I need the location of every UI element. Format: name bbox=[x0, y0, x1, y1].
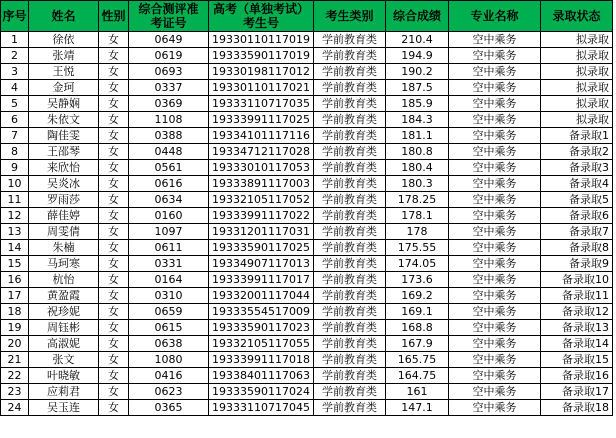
cell-name[interactable]: 王悦 bbox=[29, 64, 99, 80]
table-row bbox=[1, 96, 613, 112]
cell-status[interactable]: 备录取4 bbox=[541, 176, 613, 192]
cell-name[interactable]: 徐依 bbox=[29, 32, 99, 48]
table-row bbox=[1, 304, 613, 320]
cell-name[interactable]: 来欣怡 bbox=[29, 160, 99, 176]
cell-score[interactable]: 167.9 bbox=[386, 336, 449, 352]
cell-category[interactable]: 学前教育类 bbox=[314, 96, 386, 112]
cell-eval-no[interactable]: 0310 bbox=[129, 288, 209, 304]
cell-seq[interactable]: 4 bbox=[1, 80, 29, 96]
cell-seq[interactable]: 18 bbox=[1, 304, 29, 320]
cell-eval-no[interactable]: 0693 bbox=[129, 64, 209, 80]
cell-name[interactable]: 王邵琴 bbox=[29, 144, 99, 160]
cell-eval-no[interactable]: 0616 bbox=[129, 176, 209, 192]
cell-eval-no[interactable]: 1080 bbox=[129, 352, 209, 368]
cell-exam-no[interactable]: 19333590117024 bbox=[209, 384, 314, 400]
cell-seq[interactable]: 6 bbox=[1, 112, 29, 128]
cell-status[interactable]: 备录取6 bbox=[541, 208, 613, 224]
cell-eval-no[interactable]: 0164 bbox=[129, 272, 209, 288]
cell-gender[interactable]: 女 bbox=[99, 400, 129, 416]
cell-score[interactable]: 178.1 bbox=[386, 208, 449, 224]
cell-eval-no[interactable]: 0160 bbox=[129, 208, 209, 224]
cell-exam-no[interactable]: 19331201117031 bbox=[209, 224, 314, 240]
cell-score[interactable]: 168.8 bbox=[386, 320, 449, 336]
cell-name[interactable]: 叶晓敏 bbox=[29, 368, 99, 384]
cell-gender[interactable]: 女 bbox=[99, 288, 129, 304]
cell-status[interactable]: 备录取5 bbox=[541, 192, 613, 208]
header-status: 录取状态 bbox=[541, 1, 613, 32]
cell-score[interactable]: 173.6 bbox=[386, 272, 449, 288]
table-row bbox=[1, 224, 613, 240]
cell-status[interactable]: 备录取13 bbox=[541, 320, 613, 336]
cell-major[interactable]: 空中乘务 bbox=[449, 192, 541, 208]
cell-eval-no[interactable]: 0331 bbox=[129, 256, 209, 272]
cell-exam-no[interactable]: 19333554517009 bbox=[209, 304, 314, 320]
cell-major[interactable]: 空中乘务 bbox=[449, 48, 541, 64]
cell-eval-no[interactable]: 0416 bbox=[129, 368, 209, 384]
cell-category[interactable]: 学前教育类 bbox=[314, 208, 386, 224]
cell-exam-no[interactable]: 19332001117044 bbox=[209, 288, 314, 304]
cell-major[interactable]: 空中乘务 bbox=[449, 272, 541, 288]
cell-seq[interactable]: 13 bbox=[1, 224, 29, 240]
cell-exam-no[interactable]: 19330110117021 bbox=[209, 80, 314, 96]
cell-category[interactable]: 学前教育类 bbox=[314, 48, 386, 64]
cell-seq[interactable]: 16 bbox=[1, 272, 29, 288]
cell-major[interactable]: 空中乘务 bbox=[449, 80, 541, 96]
cell-score[interactable]: 210.4 bbox=[386, 32, 449, 48]
cell-name[interactable]: 周雯倩 bbox=[29, 224, 99, 240]
table-row bbox=[1, 80, 613, 96]
cell-major[interactable]: 空中乘务 bbox=[449, 304, 541, 320]
cell-exam-no[interactable]: 19333991117025 bbox=[209, 112, 314, 128]
cell-status[interactable]: 拟录取 bbox=[541, 96, 613, 112]
header-exam-no-line2: 考生号 bbox=[242, 16, 279, 30]
cell-status[interactable]: 备录取10 bbox=[541, 272, 613, 288]
cell-seq[interactable]: 3 bbox=[1, 64, 29, 80]
cell-category[interactable]: 学前教育类 bbox=[314, 320, 386, 336]
cell-score[interactable]: 181.1 bbox=[386, 128, 449, 144]
cell-score[interactable]: 164.75 bbox=[386, 368, 449, 384]
cell-score[interactable]: 180.3 bbox=[386, 176, 449, 192]
cell-exam-no[interactable]: 19333110717035 bbox=[209, 96, 314, 112]
header-exam-no bbox=[209, 1, 314, 32]
cell-name[interactable]: 朱依文 bbox=[29, 112, 99, 128]
cell-category[interactable]: 学前教育类 bbox=[314, 64, 386, 80]
table-row bbox=[1, 64, 613, 80]
header-score: 综合成绩 bbox=[386, 1, 449, 32]
cell-major[interactable]: 空中乘务 bbox=[449, 224, 541, 240]
cell-seq[interactable]: 15 bbox=[1, 256, 29, 272]
cell-name[interactable]: 周钰彬 bbox=[29, 320, 99, 336]
cell-category[interactable]: 学前教育类 bbox=[314, 80, 386, 96]
cell-status[interactable]: 备录取18 bbox=[541, 400, 613, 416]
cell-major[interactable]: 空中乘务 bbox=[449, 144, 541, 160]
table-row bbox=[1, 320, 613, 336]
cell-gender[interactable]: 女 bbox=[99, 128, 129, 144]
cell-seq[interactable]: 7 bbox=[1, 128, 29, 144]
header-eval-no-line1: 综合测评准 bbox=[138, 2, 199, 16]
table-row bbox=[1, 384, 613, 400]
cell-eval-no[interactable]: 1097 bbox=[129, 224, 209, 240]
cell-exam-no[interactable]: 19333590117019 bbox=[209, 48, 314, 64]
cell-score[interactable]: 147.1 bbox=[386, 400, 449, 416]
cell-category[interactable]: 学前教育类 bbox=[314, 192, 386, 208]
cell-gender[interactable]: 女 bbox=[99, 64, 129, 80]
cell-gender[interactable]: 女 bbox=[99, 320, 129, 336]
cell-seq[interactable]: 14 bbox=[1, 240, 29, 256]
cell-name[interactable]: 张文 bbox=[29, 352, 99, 368]
table-row bbox=[1, 352, 613, 368]
cell-seq[interactable]: 2 bbox=[1, 48, 29, 64]
table-row bbox=[1, 192, 613, 208]
cell-exam-no[interactable]: 19338401117063 bbox=[209, 368, 314, 384]
cell-seq[interactable]: 20 bbox=[1, 336, 29, 352]
cell-status[interactable]: 备录取15 bbox=[541, 352, 613, 368]
cell-exam-no[interactable]: 19333891117003 bbox=[209, 176, 314, 192]
cell-seq[interactable]: 19 bbox=[1, 320, 29, 336]
cell-gender[interactable]: 女 bbox=[99, 336, 129, 352]
cell-status[interactable]: 备录取11 bbox=[541, 288, 613, 304]
table-row bbox=[1, 128, 613, 144]
cell-gender[interactable]: 女 bbox=[99, 368, 129, 384]
cell-score[interactable]: 190.2 bbox=[386, 64, 449, 80]
cell-major[interactable]: 空中乘务 bbox=[449, 384, 541, 400]
header-gender: 性别 bbox=[99, 1, 129, 32]
cell-score[interactable]: 180.8 bbox=[386, 144, 449, 160]
cell-status[interactable]: 拟录取 bbox=[541, 64, 613, 80]
cell-eval-no[interactable]: 0448 bbox=[129, 144, 209, 160]
table-row bbox=[1, 48, 613, 64]
cell-gender[interactable]: 女 bbox=[99, 160, 129, 176]
cell-seq[interactable]: 12 bbox=[1, 208, 29, 224]
cell-gender[interactable]: 女 bbox=[99, 240, 129, 256]
cell-seq[interactable]: 11 bbox=[1, 192, 29, 208]
cell-gender[interactable]: 女 bbox=[99, 304, 129, 320]
cell-seq[interactable]: 1 bbox=[1, 32, 29, 48]
cell-status[interactable]: 备录取9 bbox=[541, 256, 613, 272]
cell-score[interactable]: 174.05 bbox=[386, 256, 449, 272]
cell-seq[interactable]: 8 bbox=[1, 144, 29, 160]
table-row bbox=[1, 208, 613, 224]
table-row bbox=[1, 144, 613, 160]
cell-major[interactable]: 空中乘务 bbox=[449, 320, 541, 336]
cell-name[interactable]: 祝珍妮 bbox=[29, 304, 99, 320]
cell-seq[interactable]: 9 bbox=[1, 160, 29, 176]
cell-category[interactable]: 学前教育类 bbox=[314, 400, 386, 416]
cell-eval-no[interactable]: 0615 bbox=[129, 320, 209, 336]
table-row bbox=[1, 256, 613, 272]
cell-status[interactable]: 备录取17 bbox=[541, 384, 613, 400]
cell-exam-no[interactable]: 19334907117013 bbox=[209, 256, 314, 272]
cell-gender[interactable]: 女 bbox=[99, 272, 129, 288]
cell-exam-no[interactable]: 19330110117019 bbox=[209, 32, 314, 48]
cell-category[interactable]: 学前教育类 bbox=[314, 336, 386, 352]
cell-major[interactable]: 空中乘务 bbox=[449, 400, 541, 416]
header-category: 考生类别 bbox=[314, 1, 386, 32]
header-row bbox=[1, 1, 613, 32]
cell-status[interactable]: 备录取14 bbox=[541, 336, 613, 352]
cell-name[interactable]: 高淑妮 bbox=[29, 336, 99, 352]
cell-name[interactable]: 马珂寒 bbox=[29, 256, 99, 272]
header-major: 专业名称 bbox=[449, 1, 541, 32]
cell-name[interactable]: 应莉君 bbox=[29, 384, 99, 400]
cell-exam-no[interactable]: 19333010117053 bbox=[209, 160, 314, 176]
cell-category[interactable]: 学前教育类 bbox=[314, 32, 386, 48]
cell-category[interactable]: 学前教育类 bbox=[314, 256, 386, 272]
cell-status[interactable]: 拟录取 bbox=[541, 80, 613, 96]
cell-status[interactable]: 备录取7 bbox=[541, 224, 613, 240]
cell-category[interactable]: 学前教育类 bbox=[314, 288, 386, 304]
cell-major[interactable]: 空中乘务 bbox=[449, 176, 541, 192]
cell-major[interactable]: 空中乘务 bbox=[449, 208, 541, 224]
cell-eval-no[interactable]: 0659 bbox=[129, 304, 209, 320]
cell-name[interactable]: 朱楠 bbox=[29, 240, 99, 256]
cell-eval-no[interactable]: 0561 bbox=[129, 160, 209, 176]
table-row bbox=[1, 32, 613, 48]
cell-eval-no[interactable]: 0623 bbox=[129, 384, 209, 400]
cell-score[interactable]: 184.3 bbox=[386, 112, 449, 128]
cell-eval-no[interactable]: 0369 bbox=[129, 96, 209, 112]
cell-eval-no[interactable]: 0365 bbox=[129, 400, 209, 416]
cell-status[interactable]: 备录取8 bbox=[541, 240, 613, 256]
cell-gender[interactable]: 女 bbox=[99, 384, 129, 400]
cell-name[interactable]: 张靖 bbox=[29, 48, 99, 64]
cell-status[interactable]: 拟录取 bbox=[541, 32, 613, 48]
cell-major[interactable]: 空中乘务 bbox=[449, 368, 541, 384]
cell-major[interactable]: 空中乘务 bbox=[449, 160, 541, 176]
cell-major[interactable]: 空中乘务 bbox=[449, 64, 541, 80]
cell-exam-no[interactable]: 19334712117028 bbox=[209, 144, 314, 160]
cell-major[interactable]: 空中乘务 bbox=[449, 256, 541, 272]
cell-major[interactable]: 空中乘务 bbox=[449, 96, 541, 112]
cell-major[interactable]: 空中乘务 bbox=[449, 112, 541, 128]
table-row bbox=[1, 176, 613, 192]
cell-exam-no[interactable]: 19334101117116 bbox=[209, 128, 314, 144]
cell-category[interactable]: 学前教育类 bbox=[314, 368, 386, 384]
cell-exam-no[interactable]: 19332105117055 bbox=[209, 336, 314, 352]
cell-exam-no[interactable]: 19333590117025 bbox=[209, 240, 314, 256]
table-row bbox=[1, 112, 613, 128]
cell-name[interactable]: 吴静娴 bbox=[29, 96, 99, 112]
cell-status[interactable]: 备录取12 bbox=[541, 304, 613, 320]
cell-category[interactable]: 学前教育类 bbox=[314, 160, 386, 176]
cell-gender[interactable]: 女 bbox=[99, 96, 129, 112]
table-body bbox=[1, 32, 613, 416]
header-eval-no bbox=[129, 1, 209, 32]
cell-major[interactable]: 空中乘务 bbox=[449, 352, 541, 368]
cell-major[interactable]: 空中乘务 bbox=[449, 128, 541, 144]
cell-eval-no[interactable]: 1108 bbox=[129, 112, 209, 128]
cell-seq[interactable]: 21 bbox=[1, 352, 29, 368]
cell-score[interactable]: 187.5 bbox=[386, 80, 449, 96]
cell-major[interactable]: 空中乘务 bbox=[449, 288, 541, 304]
cell-eval-no[interactable]: 0649 bbox=[129, 32, 209, 48]
cell-gender[interactable]: 女 bbox=[99, 144, 129, 160]
table-row bbox=[1, 288, 613, 304]
cell-exam-no[interactable]: 19333590117023 bbox=[209, 320, 314, 336]
cell-seq[interactable]: 22 bbox=[1, 368, 29, 384]
table-row bbox=[1, 400, 613, 416]
table-row bbox=[1, 160, 613, 176]
cell-name[interactable]: 陶佳雯 bbox=[29, 128, 99, 144]
cell-gender[interactable]: 女 bbox=[99, 352, 129, 368]
cell-category[interactable]: 学前教育类 bbox=[314, 112, 386, 128]
cell-name[interactable]: 黄盈霞 bbox=[29, 288, 99, 304]
cell-seq[interactable]: 24 bbox=[1, 400, 29, 416]
cell-category[interactable]: 学前教育类 bbox=[314, 224, 386, 240]
cell-category[interactable]: 学前教育类 bbox=[314, 176, 386, 192]
cell-status[interactable]: 备录取16 bbox=[541, 368, 613, 384]
header-seq: 序号 bbox=[1, 1, 29, 32]
cell-eval-no[interactable]: 0611 bbox=[129, 240, 209, 256]
cell-exam-no[interactable]: 19333991117022 bbox=[209, 208, 314, 224]
cell-name[interactable]: 杭怡 bbox=[29, 272, 99, 288]
cell-score[interactable]: 165.75 bbox=[386, 352, 449, 368]
cell-name[interactable]: 薛佳婷 bbox=[29, 208, 99, 224]
cell-seq[interactable]: 5 bbox=[1, 96, 29, 112]
cell-category[interactable]: 学前教育类 bbox=[314, 240, 386, 256]
cell-major[interactable]: 空中乘务 bbox=[449, 336, 541, 352]
table-row bbox=[1, 368, 613, 384]
cell-exam-no[interactable]: 19333991117018 bbox=[209, 352, 314, 368]
cell-gender[interactable]: 女 bbox=[99, 80, 129, 96]
cell-score[interactable]: 178.25 bbox=[386, 192, 449, 208]
cell-status[interactable]: 备录取3 bbox=[541, 160, 613, 176]
cell-eval-no[interactable]: 0634 bbox=[129, 192, 209, 208]
header-name: 姓名 bbox=[29, 1, 99, 32]
cell-score[interactable]: 175.55 bbox=[386, 240, 449, 256]
cell-seq[interactable]: 17 bbox=[1, 288, 29, 304]
cell-score[interactable]: 161 bbox=[386, 384, 449, 400]
cell-major[interactable]: 空中乘务 bbox=[449, 32, 541, 48]
cell-gender[interactable]: 女 bbox=[99, 208, 129, 224]
cell-name[interactable]: 吴炎冰 bbox=[29, 176, 99, 192]
cell-status[interactable]: 拟录取 bbox=[541, 112, 613, 128]
cell-gender[interactable]: 女 bbox=[99, 32, 129, 48]
cell-gender[interactable]: 女 bbox=[99, 224, 129, 240]
cell-gender[interactable]: 女 bbox=[99, 112, 129, 128]
table-row bbox=[1, 240, 613, 256]
cell-status[interactable]: 备录取1 bbox=[541, 128, 613, 144]
cell-category[interactable]: 学前教育类 bbox=[314, 352, 386, 368]
cell-eval-no[interactable]: 0388 bbox=[129, 128, 209, 144]
cell-name[interactable]: 罗雨莎 bbox=[29, 192, 99, 208]
cell-exam-no[interactable]: 19332105117052 bbox=[209, 192, 314, 208]
cell-score[interactable]: 169.2 bbox=[386, 288, 449, 304]
cell-category[interactable]: 学前教育类 bbox=[314, 384, 386, 400]
cell-gender[interactable]: 女 bbox=[99, 176, 129, 192]
table-row bbox=[1, 272, 613, 288]
cell-name[interactable]: 金珂 bbox=[29, 80, 99, 96]
cell-category[interactable]: 学前教育类 bbox=[314, 144, 386, 160]
cell-gender[interactable]: 女 bbox=[99, 192, 129, 208]
cell-status[interactable]: 备录取2 bbox=[541, 144, 613, 160]
cell-score[interactable]: 185.9 bbox=[386, 96, 449, 112]
cell-major[interactable]: 空中乘务 bbox=[449, 240, 541, 256]
cell-category[interactable]: 学前教育类 bbox=[314, 304, 386, 320]
cell-category[interactable]: 学前教育类 bbox=[314, 128, 386, 144]
cell-seq[interactable]: 10 bbox=[1, 176, 29, 192]
cell-score[interactable]: 169.1 bbox=[386, 304, 449, 320]
cell-eval-no[interactable]: 0638 bbox=[129, 336, 209, 352]
cell-exam-no[interactable]: 19333991117017 bbox=[209, 272, 314, 288]
header-exam-no-line1: 高考（单独考试） bbox=[212, 2, 309, 16]
cell-eval-no[interactable]: 0619 bbox=[129, 48, 209, 64]
cell-exam-no[interactable]: 19330198117012 bbox=[209, 64, 314, 80]
cell-eval-no[interactable]: 0337 bbox=[129, 80, 209, 96]
cell-name[interactable]: 吴玉连 bbox=[29, 400, 99, 416]
table-row bbox=[1, 336, 613, 352]
cell-gender[interactable]: 女 bbox=[99, 48, 129, 64]
cell-category[interactable]: 学前教育类 bbox=[314, 272, 386, 288]
cell-seq[interactable]: 23 bbox=[1, 384, 29, 400]
cell-score[interactable]: 178 bbox=[386, 224, 449, 240]
header-eval-no-line2: 考证号 bbox=[150, 16, 187, 30]
cell-status[interactable]: 拟录取 bbox=[541, 48, 613, 64]
cell-exam-no[interactable]: 19333110717045 bbox=[209, 400, 314, 416]
cell-score[interactable]: 180.4 bbox=[386, 160, 449, 176]
cell-gender[interactable]: 女 bbox=[99, 256, 129, 272]
cell-score[interactable]: 194.9 bbox=[386, 48, 449, 64]
